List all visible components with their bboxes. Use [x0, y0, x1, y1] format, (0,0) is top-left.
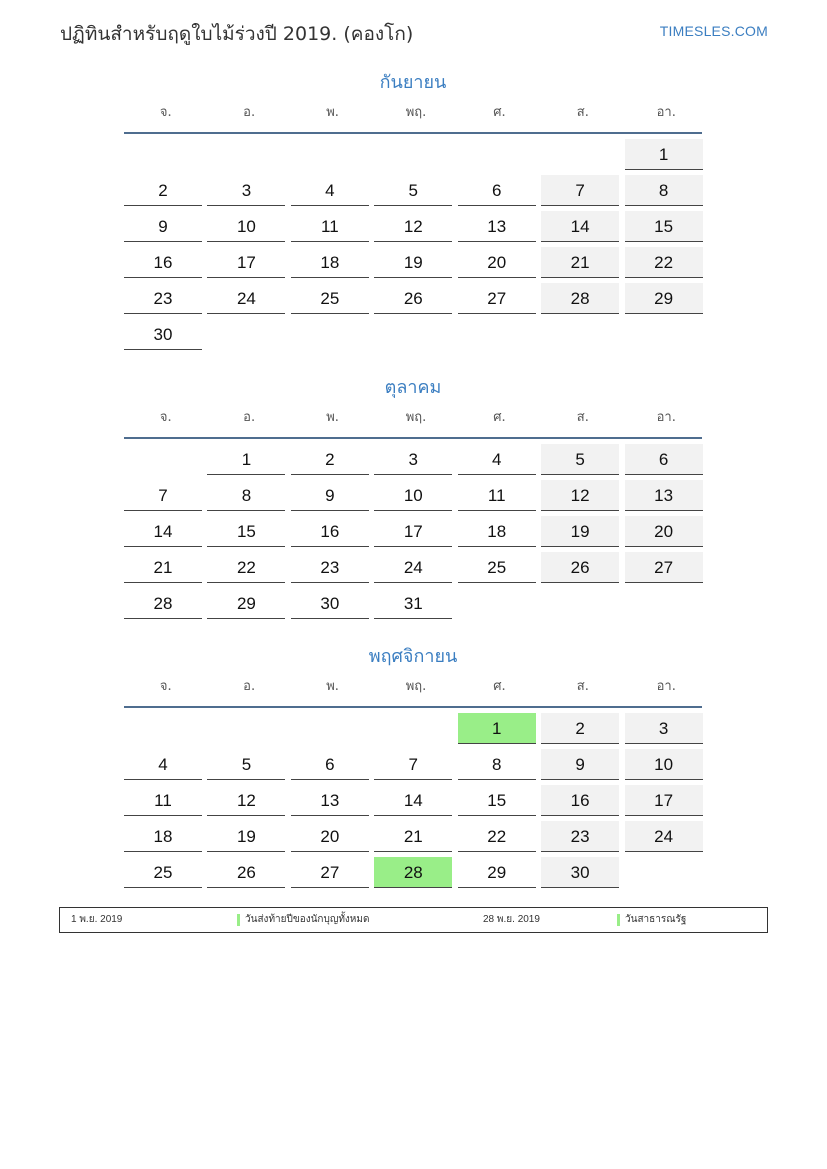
day-cell: 1 — [207, 444, 285, 475]
weekday-label: จ. — [159, 410, 172, 425]
weekday-label: อ. — [243, 679, 256, 694]
month-name: พฤศจิกายน — [368, 646, 458, 667]
day-cell: 15 — [458, 785, 536, 816]
day-cell: 25 — [458, 552, 536, 583]
day-cell: 23 — [124, 283, 202, 314]
day-cell: 6 — [458, 175, 536, 206]
legend-holiday-name: วันส่งท้ายปีของนักบุญทั้งหมด — [245, 914, 370, 925]
month-name: ตุลาคม — [384, 377, 442, 398]
day-cell: 29 — [458, 857, 536, 888]
day-cell: 25 — [124, 857, 202, 888]
day-cell: 16 — [124, 247, 202, 278]
day-cell: 10 — [625, 749, 703, 780]
day-cell: 29 — [625, 283, 703, 314]
day-cell: 25 — [291, 283, 369, 314]
day-cell: 7 — [374, 749, 452, 780]
weekday-label: อา. — [656, 679, 676, 694]
day-cell: 16 — [541, 785, 619, 816]
day-cell: 18 — [291, 247, 369, 278]
weekday-label: จ. — [159, 679, 172, 694]
day-cell: 21 — [124, 552, 202, 583]
day-grid — [124, 708, 702, 892]
day-cell: 5 — [541, 444, 619, 475]
day-cell: 20 — [458, 247, 536, 278]
weekday-label: พ. — [326, 105, 339, 120]
day-cell: 9 — [124, 211, 202, 242]
day-cell: 28 — [541, 283, 619, 314]
day-cell: 15 — [207, 516, 285, 547]
month-block — [124, 373, 702, 623]
day-cell: 14 — [374, 785, 452, 816]
holiday-legend — [59, 907, 768, 933]
weekday-label: ศ. — [493, 410, 506, 425]
day-cell: 17 — [625, 785, 703, 816]
day-cell: 5 — [374, 175, 452, 206]
day-cell: 4 — [124, 749, 202, 780]
weekday-label: อ. — [243, 105, 256, 120]
day-cell: 18 — [124, 821, 202, 852]
day-cell: 28 — [374, 857, 452, 888]
day-cell: 13 — [458, 211, 536, 242]
weekday-label: ศ. — [493, 679, 506, 694]
day-cell: 13 — [291, 785, 369, 816]
weekday-label: พฤ. — [405, 679, 427, 694]
month-block — [124, 642, 702, 892]
day-cell: 21 — [374, 821, 452, 852]
month-block — [124, 68, 702, 353]
day-cell: 10 — [207, 211, 285, 242]
day-cell: 23 — [541, 821, 619, 852]
day-cell: 14 — [541, 211, 619, 242]
day-cell: 7 — [541, 175, 619, 206]
day-cell: 9 — [291, 480, 369, 511]
day-cell: 19 — [207, 821, 285, 852]
weekday-label: จ. — [159, 105, 172, 120]
holiday-marker-icon — [617, 914, 620, 926]
weekday-label: ส. — [576, 679, 589, 694]
weekday-label: ส. — [576, 410, 589, 425]
day-cell: 3 — [625, 713, 703, 744]
day-cell: 24 — [207, 283, 285, 314]
day-cell: 1 — [625, 139, 703, 170]
day-cell: 16 — [291, 516, 369, 547]
day-cell: 19 — [374, 247, 452, 278]
legend-holiday-name: วันสาธารณรัฐ — [625, 914, 687, 925]
day-cell: 12 — [374, 211, 452, 242]
day-cell: 17 — [374, 516, 452, 547]
legend-date: 28 พ.ย. 2019 — [483, 914, 540, 925]
day-cell: 26 — [541, 552, 619, 583]
day-cell: 8 — [625, 175, 703, 206]
day-cell: 22 — [207, 552, 285, 583]
day-cell: 18 — [458, 516, 536, 547]
day-cell: 26 — [207, 857, 285, 888]
day-grid — [124, 134, 702, 353]
day-cell: 19 — [541, 516, 619, 547]
day-cell: 6 — [291, 749, 369, 780]
day-cell: 29 — [207, 588, 285, 619]
weekday-label: พฤ. — [405, 105, 427, 120]
day-cell: 14 — [124, 516, 202, 547]
day-cell: 4 — [291, 175, 369, 206]
day-cell: 20 — [291, 821, 369, 852]
day-cell: 27 — [458, 283, 536, 314]
holiday-marker-icon — [237, 914, 240, 926]
weekday-label: อา. — [656, 410, 676, 425]
legend-date: 1 พ.ย. 2019 — [71, 914, 123, 925]
day-cell: 4 — [458, 444, 536, 475]
month-name: กันยายน — [379, 72, 447, 93]
day-cell: 9 — [541, 749, 619, 780]
weekday-label: ส. — [576, 105, 589, 120]
day-grid — [124, 439, 702, 623]
day-cell: 10 — [374, 480, 452, 511]
day-cell: 13 — [625, 480, 703, 511]
weekday-label: ศ. — [493, 105, 506, 120]
day-cell: 23 — [291, 552, 369, 583]
day-cell: 2 — [291, 444, 369, 475]
day-cell: 12 — [541, 480, 619, 511]
day-cell: 1 — [458, 713, 536, 744]
day-cell: 8 — [207, 480, 285, 511]
day-cell: 3 — [207, 175, 285, 206]
day-cell: 27 — [291, 857, 369, 888]
day-cell: 11 — [291, 211, 369, 242]
day-cell: 3 — [374, 444, 452, 475]
day-cell: 6 — [625, 444, 703, 475]
day-cell: 11 — [124, 785, 202, 816]
weekday-label: อา. — [656, 105, 676, 120]
day-cell: 15 — [625, 211, 703, 242]
day-cell: 26 — [374, 283, 452, 314]
weekday-label: พ. — [326, 679, 339, 694]
day-cell: 22 — [625, 247, 703, 278]
day-cell: 5 — [207, 749, 285, 780]
day-cell: 31 — [374, 588, 452, 619]
day-cell: 30 — [124, 319, 202, 350]
day-cell: 24 — [625, 821, 703, 852]
weekday-label: พ. — [326, 410, 339, 425]
day-cell: 12 — [207, 785, 285, 816]
weekday-label: พฤ. — [405, 410, 427, 425]
page-title: ปฏิทินสำหรับฤดูใบไม้ร่วงปี 2019. (คองโก) — [60, 23, 414, 45]
site-link[interactable]: TIMESLES.COM — [659, 23, 768, 39]
weekday-header — [124, 102, 702, 134]
day-cell: 2 — [124, 175, 202, 206]
day-cell: 7 — [124, 480, 202, 511]
day-cell: 20 — [625, 516, 703, 547]
day-cell: 30 — [541, 857, 619, 888]
day-cell: 8 — [458, 749, 536, 780]
day-cell: 11 — [458, 480, 536, 511]
day-cell: 24 — [374, 552, 452, 583]
day-cell: 22 — [458, 821, 536, 852]
weekday-label: อ. — [243, 410, 256, 425]
weekday-header — [124, 676, 702, 708]
day-cell: 30 — [291, 588, 369, 619]
day-cell: 27 — [625, 552, 703, 583]
day-cell: 28 — [124, 588, 202, 619]
weekday-header — [124, 407, 702, 439]
day-cell: 17 — [207, 247, 285, 278]
day-cell: 2 — [541, 713, 619, 744]
day-cell: 21 — [541, 247, 619, 278]
